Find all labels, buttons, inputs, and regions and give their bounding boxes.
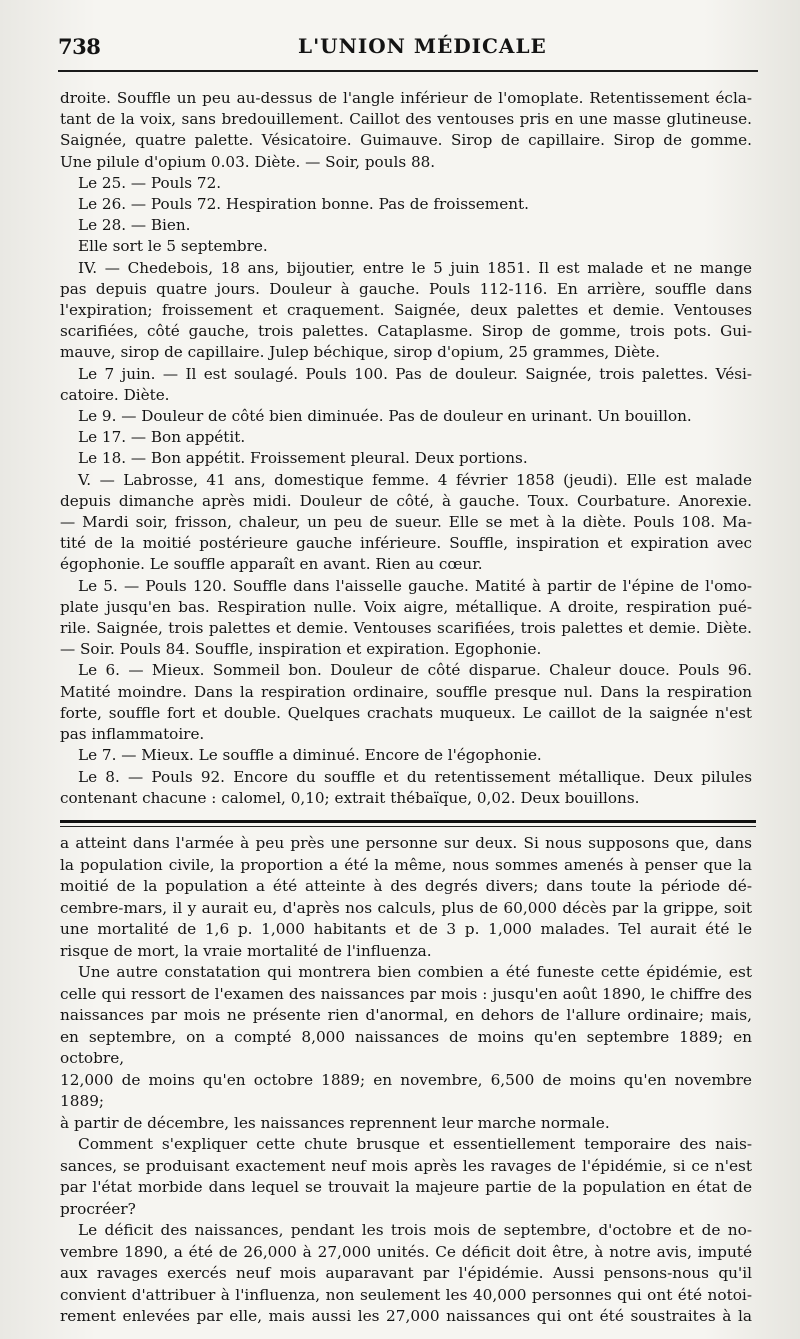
page-header [58,30,758,70]
text-line: — Mardi soir, frisson, chaleur, un peu de sueur. Elle se met à la diète. Pouls 108. Ma- [60,513,752,532]
text-line: forte, souffle fort et double. Quelques crachats muqueux. Le caillot de la saignée n'est [60,703,752,722]
text-line: Le 6. — Mieux. Sommeil bon. Douleur de côté disparue. Chaleur douce. Pouls 96. [78,661,752,680]
text-line: sances, se produisant exactement neuf mois après les ravages de l'épidémie, si ce n'est [60,1156,752,1175]
text-line: — Soir. Pouls 84. Souffle, inspiration et expiration. Egophonie. [60,640,542,659]
text-line: pas inflammatoire. [60,725,205,744]
text-line: une mortalité de 1,6 p. 1,000 habitants et de 3 p. 1,000 malades. Tel aurait été le [60,920,752,938]
text-line: procréer? [60,1199,136,1218]
text-line: naissances par mois ne présente rien d'anormal, en dehors de l'allure ordinaire; mais, [60,1006,752,1024]
text-line: Une pilule d'opium 0.03. Diète. — Soir, pouls 88. [60,152,436,171]
text-line: Le 5. — Pouls 120. Souffle dans l'aisselle gauche. Matité à partir de l'épine de l'omo- [78,576,752,595]
text-line: Le 9. — Douleur de côté bien diminuée. Pas de douleur en urinant. Un bouillon. [78,407,692,426]
section-divider [60,820,756,827]
text-line: par l'état morbide dans lequel se trouvait la majeure partie de la population en état de [60,1178,752,1196]
text-line: Le 25. — Pouls 72. [78,173,222,192]
case-notes-section [60,88,752,809]
text-line: la population civile, la proportion a été la même, nous sommes amenés à penser que la [60,855,752,874]
text-line: Le 7. — Mieux. Le souffle a diminué. Encore de l'égophonie. [78,746,542,765]
text-line: à partir de décembre, les naissances reprennent leur marche normale. [60,1113,610,1132]
text-line: moitié de la population a été atteinte à des degrés divers; dans toute la période dé- [60,877,752,895]
text-line: égophonie. Le souffle apparaît en avant. Rien au cœur. [60,555,483,574]
text-line: Le 17. — Bon appétit. [78,428,246,447]
text-line: Elle sort le 5 septembre. [78,237,268,256]
text-line: Matité moindre. Dans la respiration ordinaire, souffle presque nul. Dans la respiration [60,682,752,701]
text-line: 12,000 de moins qu'en octobre 1889; en novembre, 6,500 de moins qu'en novembre 1889; [60,1070,752,1110]
text-line: l'expiration; froissement et craquement. Saignée, deux palettes et demie. Ventouses [60,301,752,320]
text-line: IV. — Chedebois, 18 ans, bijoutier, entre le 5 juin 1851. Il est malade et ne mange [78,258,752,277]
text-line: Comment s'expliquer cette chute brusque et essentiellement temporaire des nais- [78,1135,752,1153]
text-line: aux ravages exercés neuf mois auparavant par l'épidémie. Aussi pensons-nous qu'il [60,1264,752,1282]
text-line: V. — Labrosse, 41 ans, domestique femme. 4 février 1858 (jeudi). Elle est malade [78,470,752,489]
text-line: plate jusqu'en bas. Respiration nulle. Voix aigre, métallique. A droite, respiration pué- [60,597,752,616]
text-line: tité de la moitié postérieure gauche inférieure. Souffle, inspiration et expiration avec [60,534,752,553]
running-title: L'UNION MÉDICALE [298,34,547,58]
text-line: pas depuis quatre jours. Douleur à gauche. Pouls 112-116. En arrière, souffle dans [60,279,752,298]
text-line: droite. Souffle un peu au-dessus de l'angle inférieur de l'omoplate. Retentissement écla- [60,89,752,107]
text-line: catoire. Diète. [60,385,170,404]
text-line: Saignée, quatre palette. Vésicatoire. Guimauve. Sirop de capillaire. Sirop de gomme. [60,131,752,150]
article-section [60,833,752,1328]
text-line: depuis dimanche après midi. Douleur de côté, à gauche. Toux. Courbature. Anorexie. [60,491,752,510]
text-line: risque de mort, la vraie mortalité de l'influenza. [60,941,432,960]
text-line: celle qui ressort de l'examen des naissances par mois : jusqu'en août 1890, le chiffre des [60,984,752,1003]
text-line: rement enlevées par elle, mais aussi les 27,000 naissances qui ont été soustraites à la [60,1307,752,1325]
text-line: a atteint dans l'armée à peu près une personne sur deux. Si nous supposons que, dans [60,834,752,852]
text-line: Le 28. — Bien. [78,216,191,235]
text-line: cembre-mars, il y aurait eu, d'après nos calculs, plus de 60,000 décès par la grippe, soit [60,898,752,917]
text-line: en septembre, on a compté 8,000 naissances de moins qu'en septembre 1889; en octobre, [60,1027,752,1067]
text-line: scarifiées, côté gauche, trois palettes. Cataplasme. Sirop de gomme, trois pots. Gui- [60,322,752,341]
text-line: Le déficit des naissances, pendant les trois mois de septembre, d'octobre et de no- [78,1221,752,1239]
text-line: mauve, sirop de capillaire. Julep béchique, sirop d'opium, 25 grammes, Diète. [60,343,660,362]
text-line: contenant chacune : calomel, 0,10; extrait thébaïque, 0,02. Deux bouillons. [60,788,640,807]
text-line: convient d'attribuer à l'influenza, non seulement les 40,000 personnes qui ont été notoi- [60,1285,752,1304]
text-line: tant de la voix, sans bredouillement. Caillot des ventouses pris en une masse glutineuse. [60,110,752,129]
text-line: rile. Saignée, trois palettes et demie. Ventouses scarifiées, trois palettes et demie. Diète. [60,619,752,638]
text-line: Le 18. — Bon appétit. Froissement pleural. Deux portions. [78,449,528,468]
text-line: Le 7 juin. — Il est soulagé. Pouls 100. Pas de douleur. Saignée, trois palettes. Vési- [78,364,752,383]
header-rule [58,70,758,72]
text-line: Une autre constatation qui montrera bien combien a été funeste cette épidémie, est [78,963,752,981]
text-line: Le 8. — Pouls 92. Encore du souffle et du retentissement métallique. Deux pilules [78,767,752,786]
page-number: 738 [58,34,101,59]
text-line: Le 26. — Pouls 72. Hespiration bonne. Pas de froissement. [78,195,529,214]
text-line: vembre 1890, a été de 26,000 à 27,000 unités. Ce déficit doit être, à notre avis, imputé [60,1242,752,1261]
